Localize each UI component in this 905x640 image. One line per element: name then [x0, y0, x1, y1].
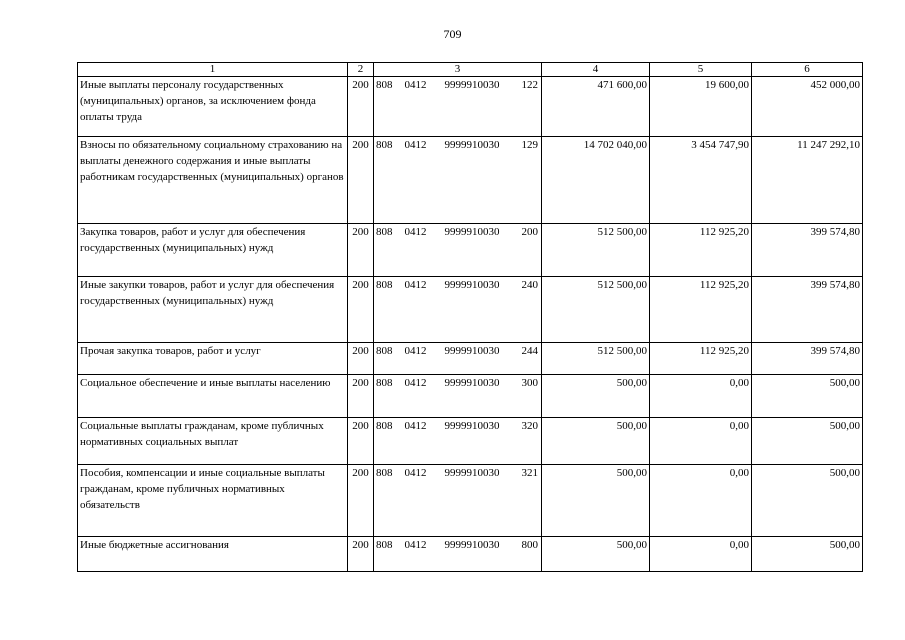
row-col5: 112 925,20	[650, 343, 752, 375]
row-col5: 0,00	[650, 418, 752, 465]
row-name: Пособия, компенсации и иные социальные выплаты гражданам, кроме публичных нормативных обязательств	[78, 465, 348, 537]
row-col2: 200	[348, 465, 374, 537]
code-chapter: 808	[376, 226, 393, 238]
table-row	[78, 224, 863, 277]
row-col5: 3 454 747,90	[650, 137, 752, 224]
row-code	[374, 77, 542, 137]
row-col5: 112 925,20	[650, 224, 752, 277]
table-row	[78, 137, 863, 224]
row-code	[374, 418, 542, 465]
row-code	[374, 375, 542, 418]
row-col4: 512 500,00	[542, 343, 650, 375]
code-expense-type: 800	[521, 539, 538, 551]
page-number: 709	[443, 27, 462, 41]
row-name: Социальные выплаты гражданам, кроме публичных нормативных социальных выплат	[78, 418, 348, 465]
row-name: Социальное обеспечение и иные выплаты населению	[78, 375, 348, 418]
table-row	[78, 77, 863, 137]
code-target: 9999910030	[444, 226, 500, 238]
row-code	[374, 343, 542, 375]
row-col4: 500,00	[542, 375, 650, 418]
code-chapter: 808	[376, 539, 393, 551]
code-chapter: 808	[376, 420, 393, 432]
row-col4: 14 702 040,00	[542, 137, 650, 224]
code-target: 9999910030	[444, 345, 500, 357]
row-col6: 500,00	[752, 375, 863, 418]
code-section: 0412	[404, 539, 427, 551]
row-col6: 399 574,80	[752, 343, 863, 375]
table-row	[78, 375, 863, 418]
code-chapter: 808	[376, 279, 393, 291]
table-row	[78, 465, 863, 537]
row-code	[374, 465, 542, 537]
row-name: Прочая закупка товаров, работ и услуг	[78, 343, 348, 375]
row-name: Иные выплаты персоналу государственных (муниципальных) органов, за исключением фонда оплаты труда	[78, 77, 348, 137]
row-name: Взносы по обязательному социальному страхованию на выплаты денежного содержания и иные выплаты работникам государственных (муниципальных) органов	[78, 137, 348, 224]
header-col-5: 5	[650, 63, 752, 77]
row-col5: 0,00	[650, 537, 752, 572]
row-col6: 11 247 292,10	[752, 137, 863, 224]
code-target: 9999910030	[444, 420, 500, 432]
row-col4: 512 500,00	[542, 277, 650, 343]
row-name: Иные закупки товаров, работ и услуг для обеспечения государственных (муниципальных) нужд	[78, 277, 348, 343]
code-chapter: 808	[376, 79, 393, 91]
code-target: 9999910030	[444, 279, 500, 291]
row-col6: 399 574,80	[752, 224, 863, 277]
header-col-2: 2	[348, 63, 374, 77]
row-col4: 500,00	[542, 465, 650, 537]
code-chapter: 808	[376, 345, 393, 357]
row-col5: 19 600,00	[650, 77, 752, 137]
code-target: 9999910030	[444, 377, 500, 389]
row-col5: 0,00	[650, 375, 752, 418]
header-col-4: 4	[542, 63, 650, 77]
row-code	[374, 537, 542, 572]
row-col5: 0,00	[650, 465, 752, 537]
row-col2: 200	[348, 137, 374, 224]
table-header-row	[78, 63, 863, 77]
code-expense-type: 321	[521, 467, 538, 479]
code-chapter: 808	[376, 467, 393, 479]
code-target: 9999910030	[444, 467, 500, 479]
code-expense-type: 240	[521, 279, 538, 291]
row-col4: 500,00	[542, 537, 650, 572]
row-col2: 200	[348, 343, 374, 375]
row-col5: 112 925,20	[650, 277, 752, 343]
row-col4: 500,00	[542, 418, 650, 465]
row-code	[374, 277, 542, 343]
header-col-6: 6	[752, 63, 863, 77]
code-section: 0412	[404, 467, 427, 479]
table-row	[78, 537, 863, 572]
row-col6: 500,00	[752, 465, 863, 537]
row-col2: 200	[348, 418, 374, 465]
code-chapter: 808	[376, 139, 393, 151]
row-col2: 200	[348, 375, 374, 418]
code-target: 9999910030	[444, 539, 500, 551]
row-code	[374, 137, 542, 224]
code-section: 0412	[404, 139, 427, 151]
code-section: 0412	[404, 345, 427, 357]
code-chapter: 808	[376, 377, 393, 389]
code-expense-type: 200	[521, 226, 538, 238]
code-expense-type: 300	[521, 377, 538, 389]
row-col6: 500,00	[752, 537, 863, 572]
table-row	[78, 418, 863, 465]
code-section: 0412	[404, 226, 427, 238]
row-name: Иные бюджетные ассигнования	[78, 537, 348, 572]
budget-table	[77, 62, 863, 572]
row-code	[374, 224, 542, 277]
header-col-3: 3	[374, 63, 542, 77]
code-target: 9999910030	[444, 79, 500, 91]
code-expense-type: 320	[521, 420, 538, 432]
code-expense-type: 129	[521, 139, 538, 151]
row-col4: 512 500,00	[542, 224, 650, 277]
code-expense-type: 244	[521, 345, 538, 357]
code-section: 0412	[404, 279, 427, 291]
row-col2: 200	[348, 277, 374, 343]
row-col2: 200	[348, 224, 374, 277]
code-section: 0412	[404, 420, 427, 432]
code-section: 0412	[404, 79, 427, 91]
header-col-1: 1	[78, 63, 348, 77]
code-expense-type: 122	[521, 79, 538, 91]
row-name: Закупка товаров, работ и услуг для обеспечения государственных (муниципальных) нужд	[78, 224, 348, 277]
table-row	[78, 277, 863, 343]
row-col4: 471 600,00	[542, 77, 650, 137]
code-target: 9999910030	[444, 139, 500, 151]
row-col6: 452 000,00	[752, 77, 863, 137]
code-section: 0412	[404, 377, 427, 389]
row-col2: 200	[348, 77, 374, 137]
row-col2: 200	[348, 537, 374, 572]
table-row	[78, 343, 863, 375]
row-col6: 500,00	[752, 418, 863, 465]
row-col6: 399 574,80	[752, 277, 863, 343]
